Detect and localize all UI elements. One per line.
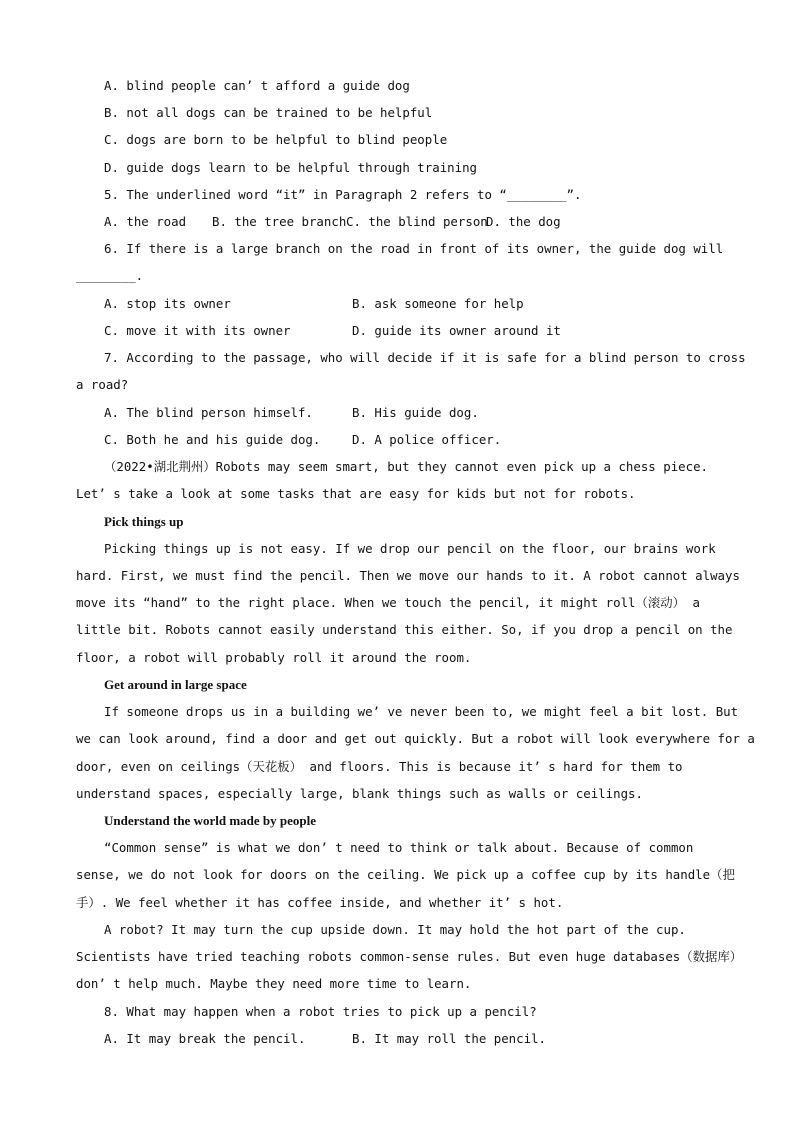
q5-option-b: B. the tree branch: [212, 214, 347, 229]
q6-stem-line2: ________.: [76, 268, 144, 283]
q4-option-c: C. dogs are born to be helpful to blind people: [104, 132, 448, 147]
paragraph-3-line: sense, we do not look for doors on the ceiling. We pick up a coffee cup by its handle（把: [76, 867, 735, 882]
q7-option-d: D. A police officer.: [352, 432, 502, 447]
q6-option-c: C. move it with its owner: [104, 323, 291, 338]
q7-option-a: A. The blind person himself.: [104, 405, 313, 420]
passage-intro-line1: （2022•湖北荆州）Robots may seem smart, but they cannot even pick up a chess piece.: [104, 459, 708, 474]
q6-stem-line1: 6. If there is a large branch on the road in front of its owner, the guide dog will: [104, 241, 724, 256]
q7-option-b: B. His guide dog.: [352, 405, 479, 420]
heading-get-around: Get around in large space: [104, 677, 247, 692]
paragraph-1-line: little bit. Robots cannot easily understand this either. So, if you drop a pencil on the: [76, 622, 733, 637]
q7-option-c: C. Both he and his guide dog.: [104, 432, 321, 447]
q8-stem: 8. What may happen when a robot tries to pick up a pencil?: [104, 1004, 537, 1019]
q8-option-b: B. It may roll the pencil.: [352, 1031, 546, 1046]
paragraph-1-line: Picking things up is not easy. If we drop our pencil on the floor, our brains work: [104, 541, 716, 556]
paragraph-2-line: understand spaces, especially large, blank things such as walls or ceilings.: [76, 786, 643, 801]
q7-stem-line2: a road?: [76, 377, 129, 392]
heading-pick-things-up: Pick things up: [104, 514, 184, 529]
q8-option-a: A. It may break the pencil.: [104, 1031, 306, 1046]
q5-stem: 5. The underlined word “it” in Paragraph 2 refers to “________”.: [104, 187, 582, 202]
q6-option-a: A. stop its owner: [104, 296, 231, 311]
paragraph-2-line: we can look around, find a door and get out quickly. But a robot will look everywhere for a: [76, 731, 755, 746]
paragraph-4-line: don’ t help much. Maybe they need more time to learn.: [76, 976, 472, 991]
paragraph-2-line: If someone drops us in a building we’ ve never been to, we might feel a bit lost. But: [104, 704, 739, 719]
paragraph-4-line: Scientists have tried teaching robots common-sense rules. But even huge databases（数据库）: [76, 949, 743, 964]
passage-intro-line2: Let’ s take a look at some tasks that are easy for kids but not for robots.: [76, 486, 636, 501]
paragraph-2-line: door, even on ceilings（天花板） and floors. This is because it’ s hard for them to: [76, 759, 683, 774]
paragraph-1-line: hard. First, we must find the pencil. Then we move our hands to it. A robot cannot always: [76, 568, 740, 583]
q4-option-b: B. not all dogs can be trained to be helpful: [104, 105, 433, 120]
paragraph-4-line: A robot? It may turn the cup upside down. It may hold the hot part of the cup.: [104, 922, 686, 937]
q5-option-a: A. the road: [104, 214, 187, 229]
q7-stem-line1: 7. According to the passage, who will decide if it is safe for a blind person to cross: [104, 350, 746, 365]
q6-option-b: B. ask someone for help: [352, 296, 524, 311]
paragraph-3-line: “Common sense” is what we don’ t need to think or talk about. Because of common: [104, 840, 694, 855]
q4-option-a: A. blind people can’ t afford a guide dog: [104, 78, 410, 93]
q6-option-d: D. guide its owner around it: [352, 323, 561, 338]
q5-option-d: D. the dog: [486, 214, 561, 229]
heading-understand-world: Understand the world made by people: [104, 813, 316, 828]
paragraph-1-line: move its “hand” to the right place. When we touch the pencil, it might roll（滚动） a: [76, 595, 700, 610]
q5-option-c: C. the blind person: [346, 214, 488, 229]
paragraph-1-line: floor, a robot will probably roll it around the room.: [76, 650, 472, 665]
paragraph-3-line: 手）. We feel whether it has coffee inside, and whether it’ s hot.: [76, 895, 564, 910]
q4-option-d: D. guide dogs learn to be helpful through training: [104, 160, 477, 175]
